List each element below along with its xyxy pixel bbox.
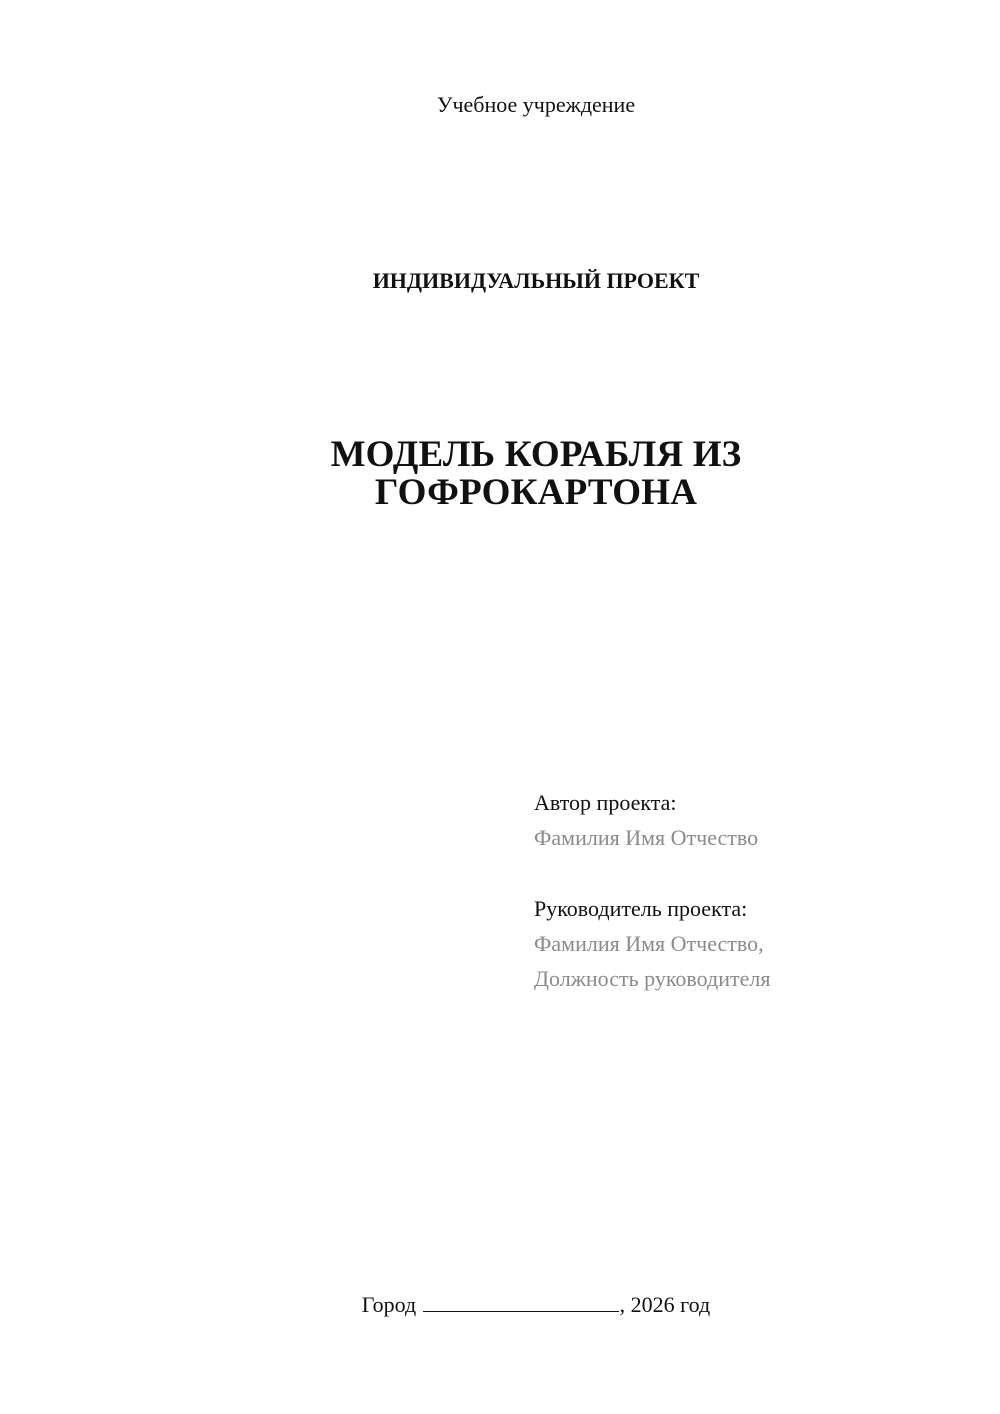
supervisor-label: Руководитель проекта: [534,896,748,921]
city-label: Город [361,1292,417,1317]
document-type: ИНДИВИДУАЛЬНЫЙ ПРОЕКТ [372,268,700,293]
project-title-line-1: МОДЕЛЬ КОРАБЛЯ ИЗ [330,434,742,475]
city-year-line [0,1290,1000,1320]
supervisor-name: Фамилия Имя Отчество, [534,931,764,956]
credits-block [534,785,964,996]
project-title-line-2: ГОФРОКАРТОНА [374,472,698,513]
project-title [0,436,1000,512]
city-blank-line [423,1291,619,1312]
year-text: , 2026 год [619,1292,711,1317]
institution-name: Учебное учреждение [436,92,636,117]
author-label: Автор проекта: [534,790,677,815]
author-name: Фамилия Имя Отчество [534,825,759,850]
spacer [534,855,964,891]
supervisor-position: Должность руководителя [534,966,771,991]
